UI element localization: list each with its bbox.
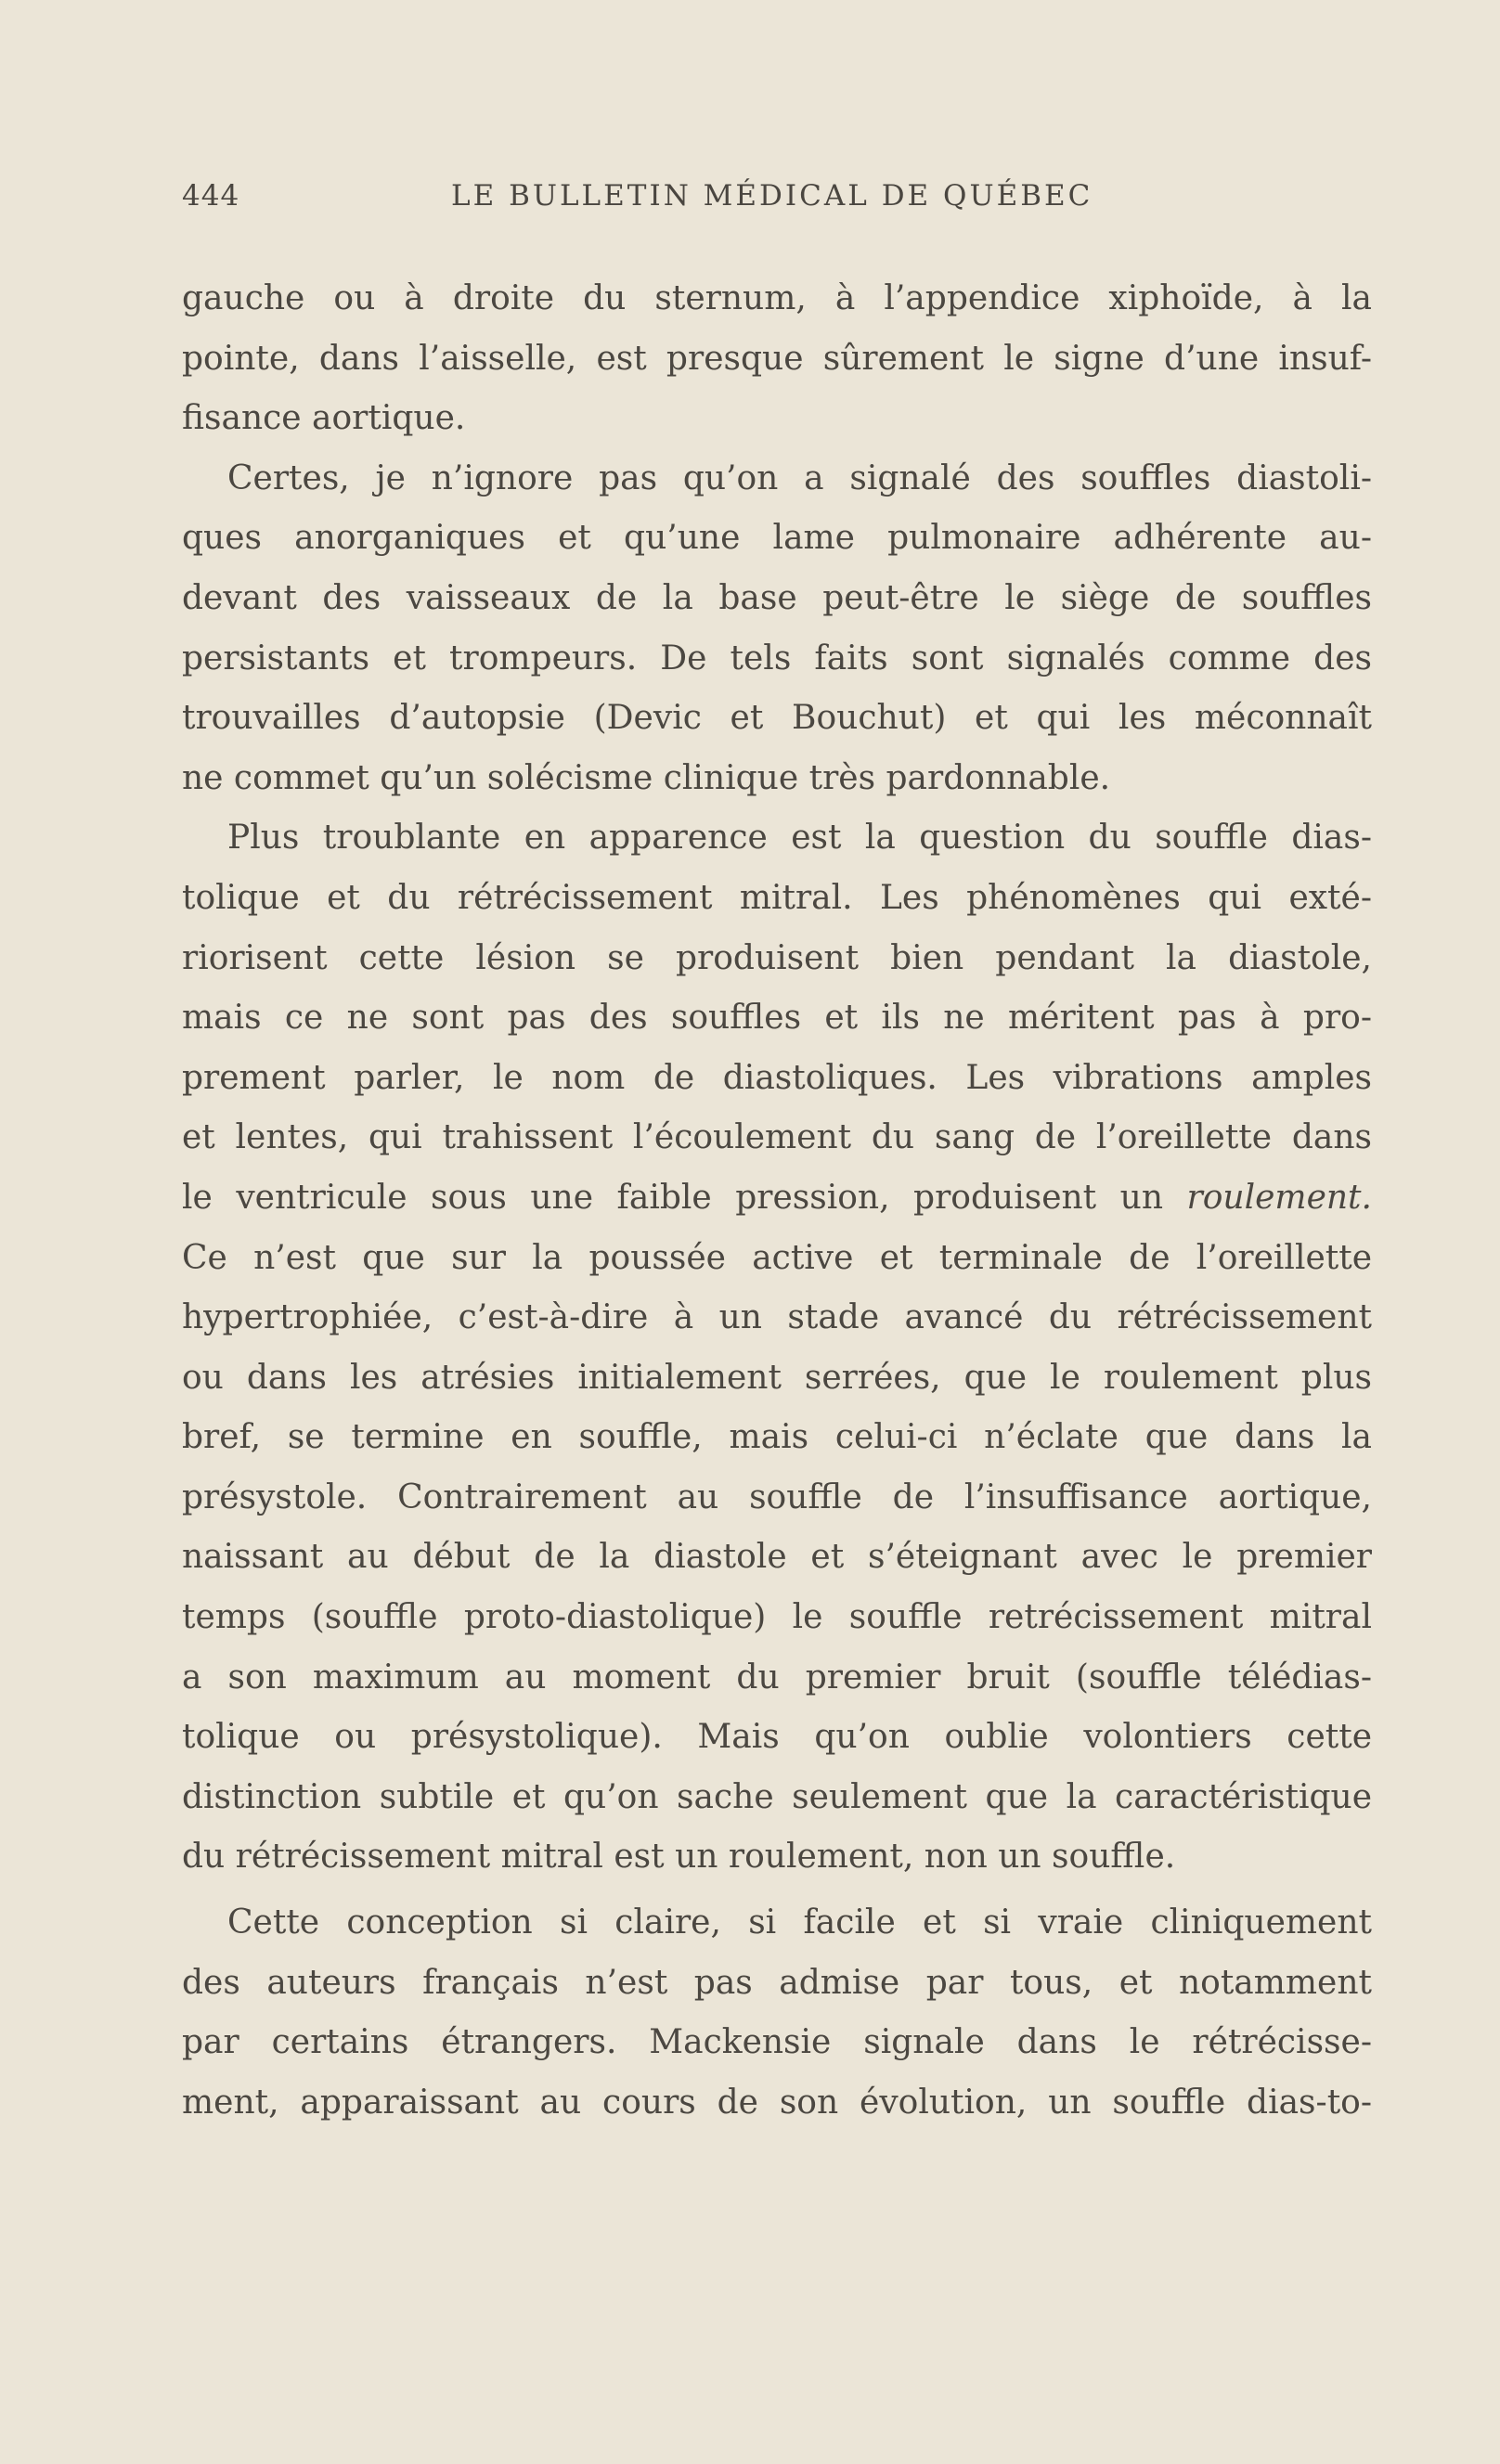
text-line: Ce n’est que sur la poussée active et terminale de l’oreillette (182, 1238, 1372, 1277)
text-line-with-italic (182, 1168, 1372, 1229)
body-text (182, 269, 1372, 2133)
text-line: Plus troublante en apparence est la question du souffle dias- (227, 819, 1372, 858)
text-line: Certes, je n’ignore pas qu’on a signalé des souffles diastoli- (227, 458, 1372, 497)
text-line: ou dans les atrésies initialement serrées, que le roulement plus (182, 1358, 1372, 1397)
text-line: temps (souffle proto-diastolique) le souffle retrécissement mitral (182, 1598, 1372, 1637)
text-line: prement parler, le nom de diastoliques. Les vibrations amples (182, 1058, 1372, 1097)
journal-title: LE BULLETIN MÉDICAL DE QUÉBEC (451, 179, 1093, 213)
text-line: tolique ou présystolique). Mais qu’on oublie volontiers cette (182, 1718, 1372, 1757)
text-line: hypertrophiée, c’est-à-dire à un stade avancé du rétrécissement (182, 1298, 1372, 1337)
text-line: mais ce ne sont pas des souffles et ils ne méritent pas à pro- (182, 999, 1372, 1038)
text-line: pointe, dans l’aisselle, est presque sûrement le signe d’une insuf- (182, 339, 1372, 378)
text-line: persistants et trompeurs. De tels faits sont signalés comme des (182, 639, 1372, 677)
running-head (182, 179, 1370, 226)
text-line: distinction subtile et qu’on sache seulement que la caractéristique (182, 1777, 1372, 1816)
italic-word: roulement. (1186, 1178, 1372, 1217)
text-segment: le ventricule sous une faible pression, produisent un (182, 1178, 1164, 1217)
paragraph-2 (182, 449, 1372, 809)
text-segment: to- (1326, 2083, 1372, 2122)
text-line: des auteurs français n’est pas admise par tous, et notamment (182, 1963, 1372, 2002)
text-line: devant des vaisseaux de la base peut-être le siège de souffles (182, 578, 1372, 617)
page-number: 444 (182, 179, 240, 213)
text-line: et lentes, qui trahissent l’écoulement du sang de l’oreillette dans (182, 1118, 1372, 1157)
text-line: ne commet qu’un solécisme clinique très pardonnable. (182, 758, 1111, 797)
text-line: Cette conception si claire, si facile et si vraie cliniquement (227, 1903, 1372, 1942)
text-line: a son maximum au moment du premier bruit (souffle télédias- (182, 1658, 1372, 1696)
paragraph-4 (182, 1893, 1372, 2133)
text-line: ques anorganiques et qu’une lame pulmonaire adhérente au- (182, 519, 1372, 558)
text-line: fisance aortique. (182, 399, 466, 438)
text-line: par certains étrangers. Mackensie signale dans le rétrécisse- (182, 2023, 1372, 2062)
text-line: naissant au début de la diastole et s’éteignant avec le premier (182, 1538, 1372, 1577)
text-line: trouvailles d’autopsie (Devic et Bouchut) et qui les méconnaît (182, 699, 1372, 738)
text-line: présystole. Contrairement au souffle de l’insuffisance aortique, (182, 1477, 1372, 1516)
text-line: tolique et du rétrécissement mitral. Les phénomènes qui exté- (182, 878, 1372, 917)
text-line: bref, se termine en souffle, mais celui-ci n’éclate que dans la (182, 1418, 1372, 1457)
text-line-with-continuation (182, 2073, 1372, 2134)
text-line: gauche ou à droite du sternum, à l’appendice xiphoïde, à la (182, 279, 1372, 317)
paragraph-3 (182, 808, 1372, 1888)
text-line: riorisent cette lésion se produisent bien pendant la diastole, (182, 938, 1372, 977)
text-segment: ment, apparaissant au cours de son évolution, un souffle dias- (182, 2083, 1327, 2122)
text-line: du rétrécissement mitral est un roulement, non un souffle. (182, 1838, 1176, 1877)
paragraph-1 (182, 269, 1372, 449)
